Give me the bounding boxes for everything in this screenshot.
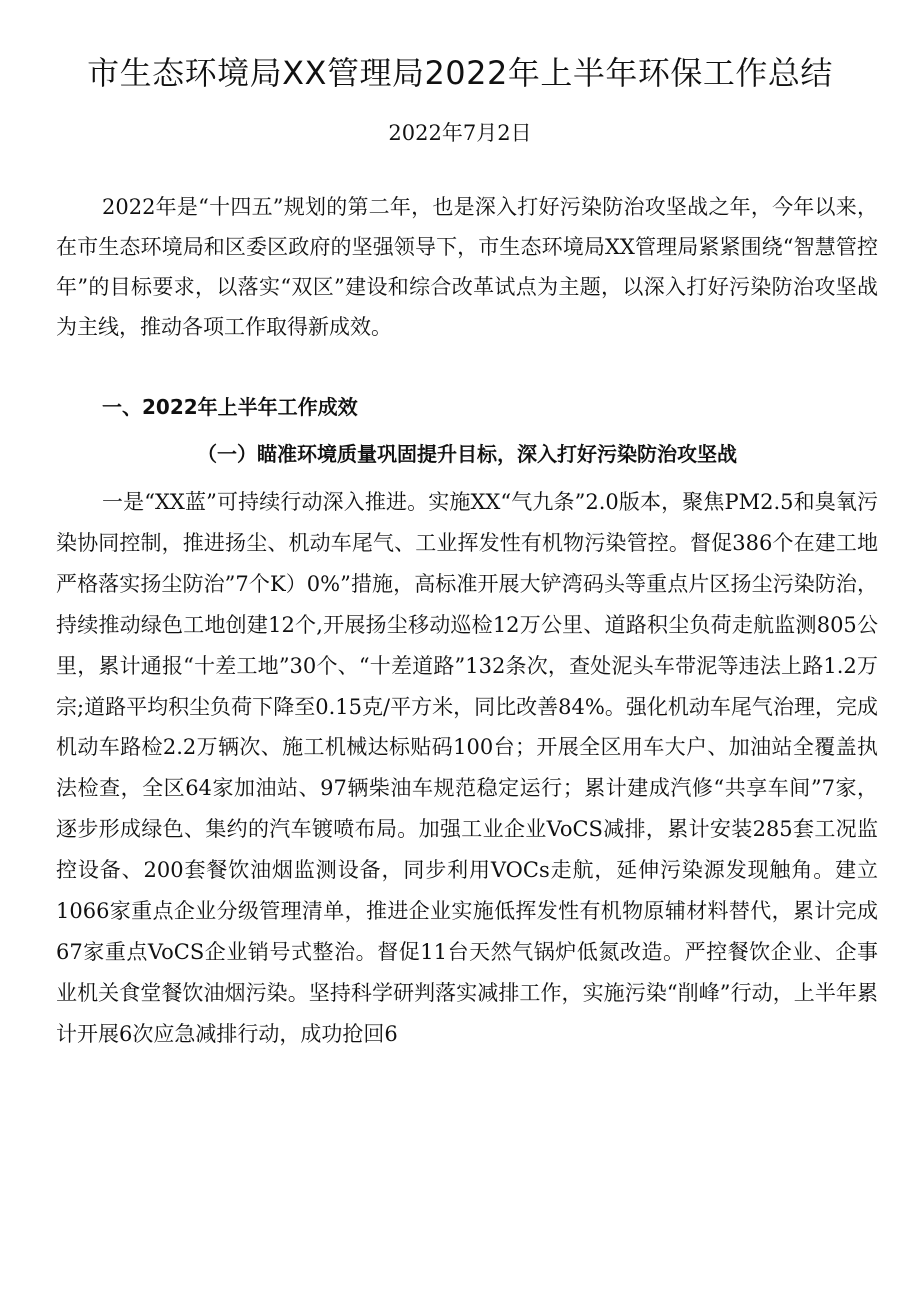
body-paragraph: 一是“XX蓝”可持续行动深入推进。实施XX“气九条”2.0版本，聚焦PM2.5和臭氧污染协同控制，推进扬尘、机动车尾气、工业挥发性有机物污染管控。督促386个在建工地严格落实扬尘防治”7个K）0%”措施，高标准开展大铲湾码头等重点片区扬尘污染防治，持续推动绿色工地创建12个,开展扬尘移动巡检12万公里、道路积尘负荷走航监测805公里，累计通报“十差工地”30个、“十差道路”132条次，查处泥头车带泥等违法上路1.2万宗;道路平均积尘负荷下降至0.15克/平方米，同比改善84%。强化机动车尾气治理，完成机动车路检2.2万辆次、施工机械达标贴码100台；开展全区用车大户、加油站全覆盖执法检查，全区64家加油站、97辆柴油车规范稳定运行；累计建成汽修“共享车间”7家，逐步形成绿色、集约的汽车镀喷布局。加强工业企业VoCS减排，累计安装285套工况监控设备、200套餐饮油烟监测设备，同步利用VOCs走航，延伸污染源发现触角。建立1066家重点企业分级管理清单，推进企业实施低挥发性有机物原辅材料替代，累计完成67家重点VoCS企业销号式整治。督促11台天然气锅炉低氮改造。严控餐饮企业、企事业机关食堂餐饮油烟污染。坚持科学研判落实减排工作，实施污染“削峰”行动，上半年累计开展6次应急减排行动，成功抢回6 <box>56 490 878 1046</box>
subsection-heading: （一）瞄准环境质量巩固提升目标，深入打好污染防治攻坚战 <box>197 442 737 466</box>
intro-paragraph: 2022年是“十四五”规划的第二年，也是深入打好污染防治攻坚战之年，今年以来，在市生态环境局和区委区政府的坚强领导下，市生态环境局XX管理局紧紧围绕“智慧管控年”的目标要求，以落实“双区”建设和综合改革试点为主题，以深入打好污染防治攻坚战为主线，推动各项工作取得新成效。 <box>56 195 878 339</box>
section-heading: 一、2022年上半年工作成效 <box>102 395 358 419</box>
document-title: 市生态环境局XX管理局2022年上半年环保工作总结 <box>87 54 833 92</box>
document-date: 2022年7月2日 <box>388 121 532 145</box>
